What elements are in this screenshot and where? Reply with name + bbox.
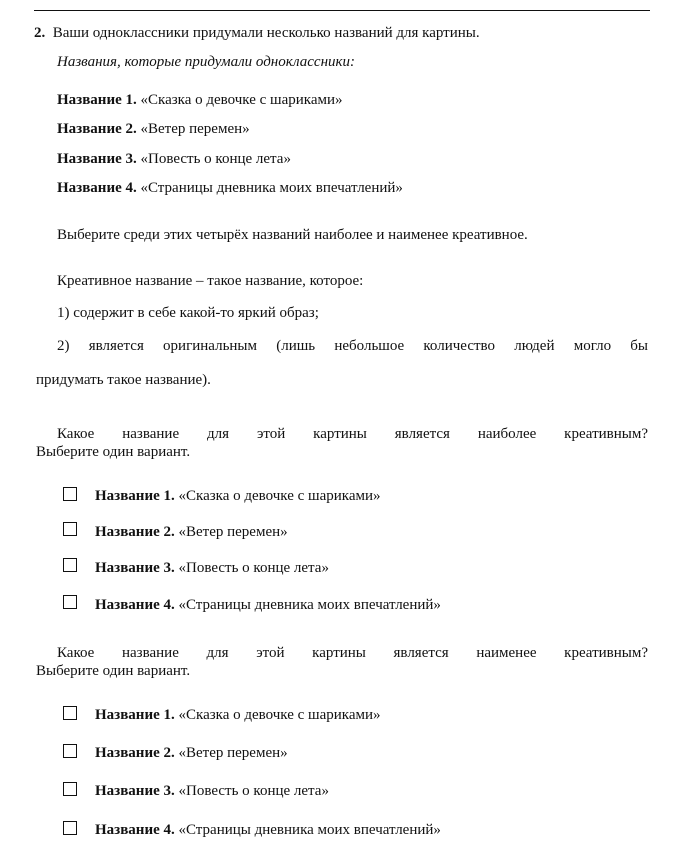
least-option-3-label[interactable]: Название 3. «Повесть о конце лета» (95, 783, 329, 799)
least-option-2-checkbox[interactable] (63, 744, 77, 758)
least-option-1-label[interactable]: Название 1. «Сказка о девочке с шариками» (95, 707, 381, 723)
criterion-2-line2: придумать такое название). (36, 372, 211, 388)
most-option-2-checkbox[interactable] (63, 522, 77, 536)
most-option-3-checkbox[interactable] (63, 558, 77, 572)
most-option-3-label[interactable]: Название 3. «Повесть о конце лета» (95, 560, 329, 576)
title-item-1: Название 1. «Сказка о девочке с шариками» (57, 92, 343, 108)
least-option-1-checkbox[interactable] (63, 706, 77, 720)
question-most-line2: Выберите один вариант. (36, 444, 191, 460)
least-option-3-checkbox[interactable] (63, 782, 77, 796)
most-option-1-label[interactable]: Название 1. «Сказка о девочке с шариками» (95, 488, 381, 504)
question-least-line1: Какое название для этой картины является наименее креативным? (57, 645, 648, 661)
names-intro: Названия, которые придумали одноклассники: (57, 54, 356, 70)
question-least-line2: Выберите один вариант. (36, 663, 191, 679)
choose-instruction: Выберите среди этих четырёх названий наиболее и наименее креативное. (57, 227, 528, 243)
title-item-3: Название 3. «Повесть о конце лета» (57, 151, 291, 167)
least-option-2-label[interactable]: Название 2. «Ветер перемен» (95, 745, 288, 761)
most-option-4-label[interactable]: Название 4. «Страницы дневника моих впечатлений» (95, 597, 441, 613)
most-option-2-label[interactable]: Название 2. «Ветер перемен» (95, 524, 288, 540)
most-option-4-checkbox[interactable] (63, 595, 77, 609)
task-number: 2. (34, 25, 46, 41)
criterion-1: 1) содержит в себе какой-то яркий образ; (57, 305, 319, 321)
task-prompt: Ваши одноклассники придумали несколько названий для картины. (52, 25, 480, 41)
question-most-line1: Какое название для этой картины является наиболее креативным? (57, 426, 648, 442)
criterion-2-line1: 2) является оригинальным (лишь небольшое количество людей могло бы (57, 338, 648, 354)
least-option-4-checkbox[interactable] (63, 821, 77, 835)
least-option-4-label[interactable]: Название 4. «Страницы дневника моих впечатлений» (95, 822, 441, 838)
top-rule (34, 10, 650, 11)
title-item-4: Название 4. «Страницы дневника моих впечатлений» (57, 180, 403, 196)
most-option-1-checkbox[interactable] (63, 487, 77, 501)
title-item-2: Название 2. «Ветер перемен» (57, 121, 250, 137)
definition-text: Креативное название – такое название, которое: (57, 273, 364, 289)
task-header (34, 24, 480, 43)
